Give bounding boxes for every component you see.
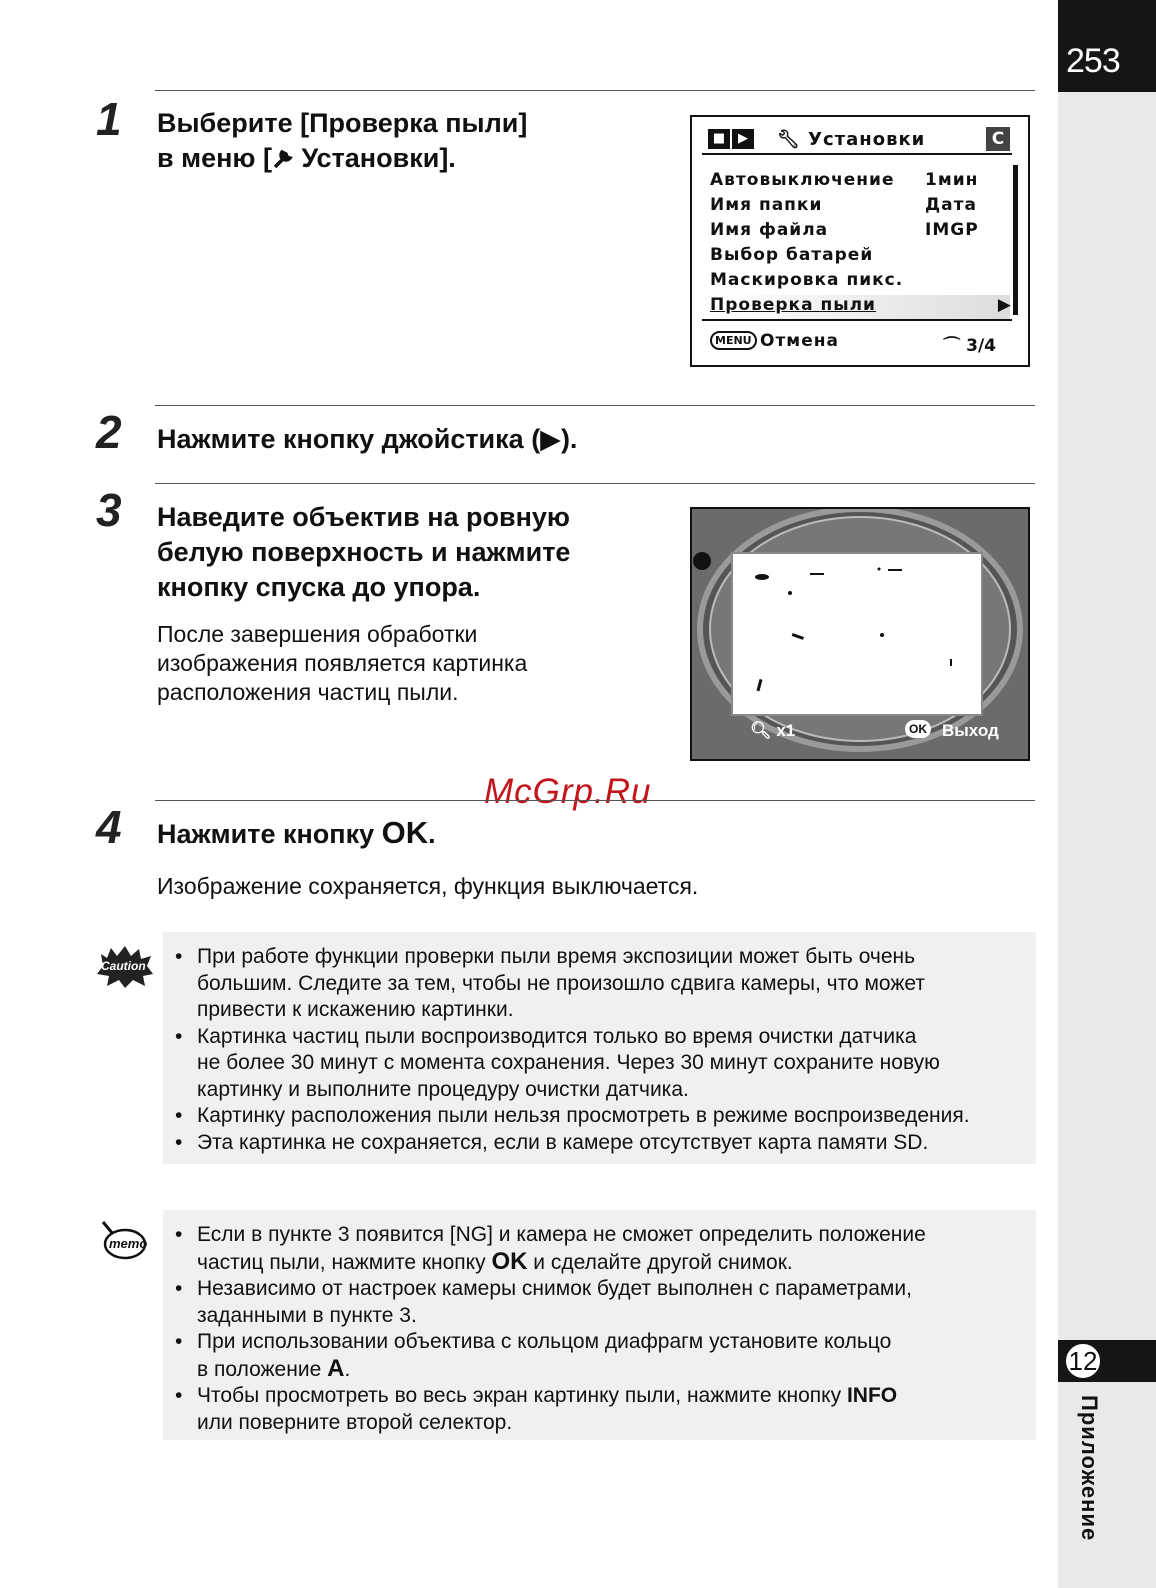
custom-tab-icon: C: [986, 127, 1010, 151]
ok-key: OK: [381, 815, 429, 850]
list-item: • При использовании объектива с кольцом диафрагм установите кольцо в положение A.: [175, 1329, 1037, 1383]
menu-item[interactable]: Выбор батарей: [710, 245, 874, 265]
divider: [155, 800, 1035, 801]
step-1-title-line2: в меню [ Установки].: [157, 143, 456, 173]
memo-list: [175, 1222, 1037, 1436]
arrow-right-icon: ▶: [997, 295, 1012, 315]
caution-list: [175, 944, 1037, 1156]
step-number: 2: [96, 406, 122, 458]
step-number: 4: [96, 801, 122, 853]
cancel-label: Отмена: [760, 331, 839, 351]
info-key: INFO: [846, 1384, 898, 1407]
divider: [155, 405, 1035, 406]
chapter-number: 12: [1064, 1342, 1102, 1380]
list-item: • Чтобы просмотреть во весь экран картинку пыли, нажмите кнопку INFO или поверните второй селектор.: [175, 1383, 1037, 1436]
step-3-title: Наведите объектив на ровную белую поверхность и нажмите кнопку спуска до упора.: [157, 502, 571, 602]
playback-tab-icon: ▶: [732, 129, 754, 149]
menu-item-selected[interactable]: Проверка пыли ▶: [710, 295, 1010, 319]
menu-item[interactable]: Маскировка пикс.: [710, 270, 904, 290]
list-item: • Эта картинка не сохраняется, если в камере отсутствует карта памяти SD.: [175, 1130, 1037, 1157]
list-item: • Независимо от настроек камеры снимок будет выполнен с параметрами, заданными в пункте 3.: [175, 1276, 1037, 1329]
wrench-icon: [272, 143, 294, 173]
menu-button-icon: MENU: [710, 331, 757, 350]
menu-title: 🔧︎ Установки: [777, 129, 926, 150]
step-number: 3: [96, 484, 122, 536]
list-item: • Если в пункте 3 появится [NG] и камера не сможет определить положение частиц пыли, нажмите кнопку OK и сделайте другой снимок.: [175, 1222, 1037, 1276]
step-1-title: [157, 106, 527, 176]
page-indicator: ⌒ 3/4: [943, 336, 996, 356]
aperture-a-key: A: [327, 1354, 345, 1382]
ok-button-icon: OK: [905, 720, 931, 738]
list-item: • При работе функции проверки пыли время экспозиции может быть очень большим. Следите за тем, чтобы не произошло сдвига камеры, что может привести к искажению картинки.: [175, 944, 1037, 1024]
magnifier-icon: 🔍︎: [750, 721, 772, 740]
chapter-name: Приложение: [1077, 1395, 1102, 1542]
list-item: • Картинку расположения пыли нельзя просмотреть в режиме воспроизведения.: [175, 1103, 1037, 1130]
camera-tab-icon: ■: [708, 129, 730, 149]
memo-icon: memo: [99, 1220, 147, 1260]
menu-item[interactable]: Автовыключение 1мин: [710, 170, 979, 190]
menu-header: [702, 127, 1012, 155]
caution-icon: Caution: [97, 946, 153, 988]
menu-scrollbar: [1013, 165, 1018, 315]
zoom-indicator: 🔍︎ x1: [750, 721, 796, 740]
menu-item[interactable]: Имя файла IMGP: [710, 220, 979, 240]
camera-menu-screen: [690, 115, 1030, 367]
step-4-body: Изображение сохраняется, функция выключается.: [157, 873, 699, 899]
step-4-title: Нажмите кнопку OK.: [157, 815, 436, 850]
divider: [155, 483, 1035, 484]
ok-key: OK: [491, 1247, 528, 1275]
watermark: McGrp.Ru: [484, 772, 652, 811]
step-number: 1: [96, 93, 122, 145]
exit-label: Выход: [942, 721, 999, 740]
divider: [155, 90, 1035, 91]
menu-item[interactable]: Имя папки Дата: [710, 195, 977, 215]
step-3-body: После завершения обработки изображения появляется картинка расположения частиц пыли.: [157, 621, 528, 705]
wrench-icon: 🔧︎: [777, 129, 801, 150]
list-item: • Картинка частиц пыли воспроизводится только во время очистки датчика не более 30 минут с момента сохранения. Через 30 минут сохраните новую картинку и выполните процедуру очистки датчика.: [175, 1024, 1037, 1104]
step-1-title-line1: Выберите [Проверка пыли]: [157, 108, 528, 138]
step-2-title: Нажмите кнопку джойстика (▶).: [157, 424, 578, 454]
dial-icon: ⌒: [943, 336, 961, 356]
menu-footer: [702, 319, 1012, 356]
dust-map-screen: [690, 507, 1030, 761]
page-number: 253: [1066, 42, 1120, 80]
